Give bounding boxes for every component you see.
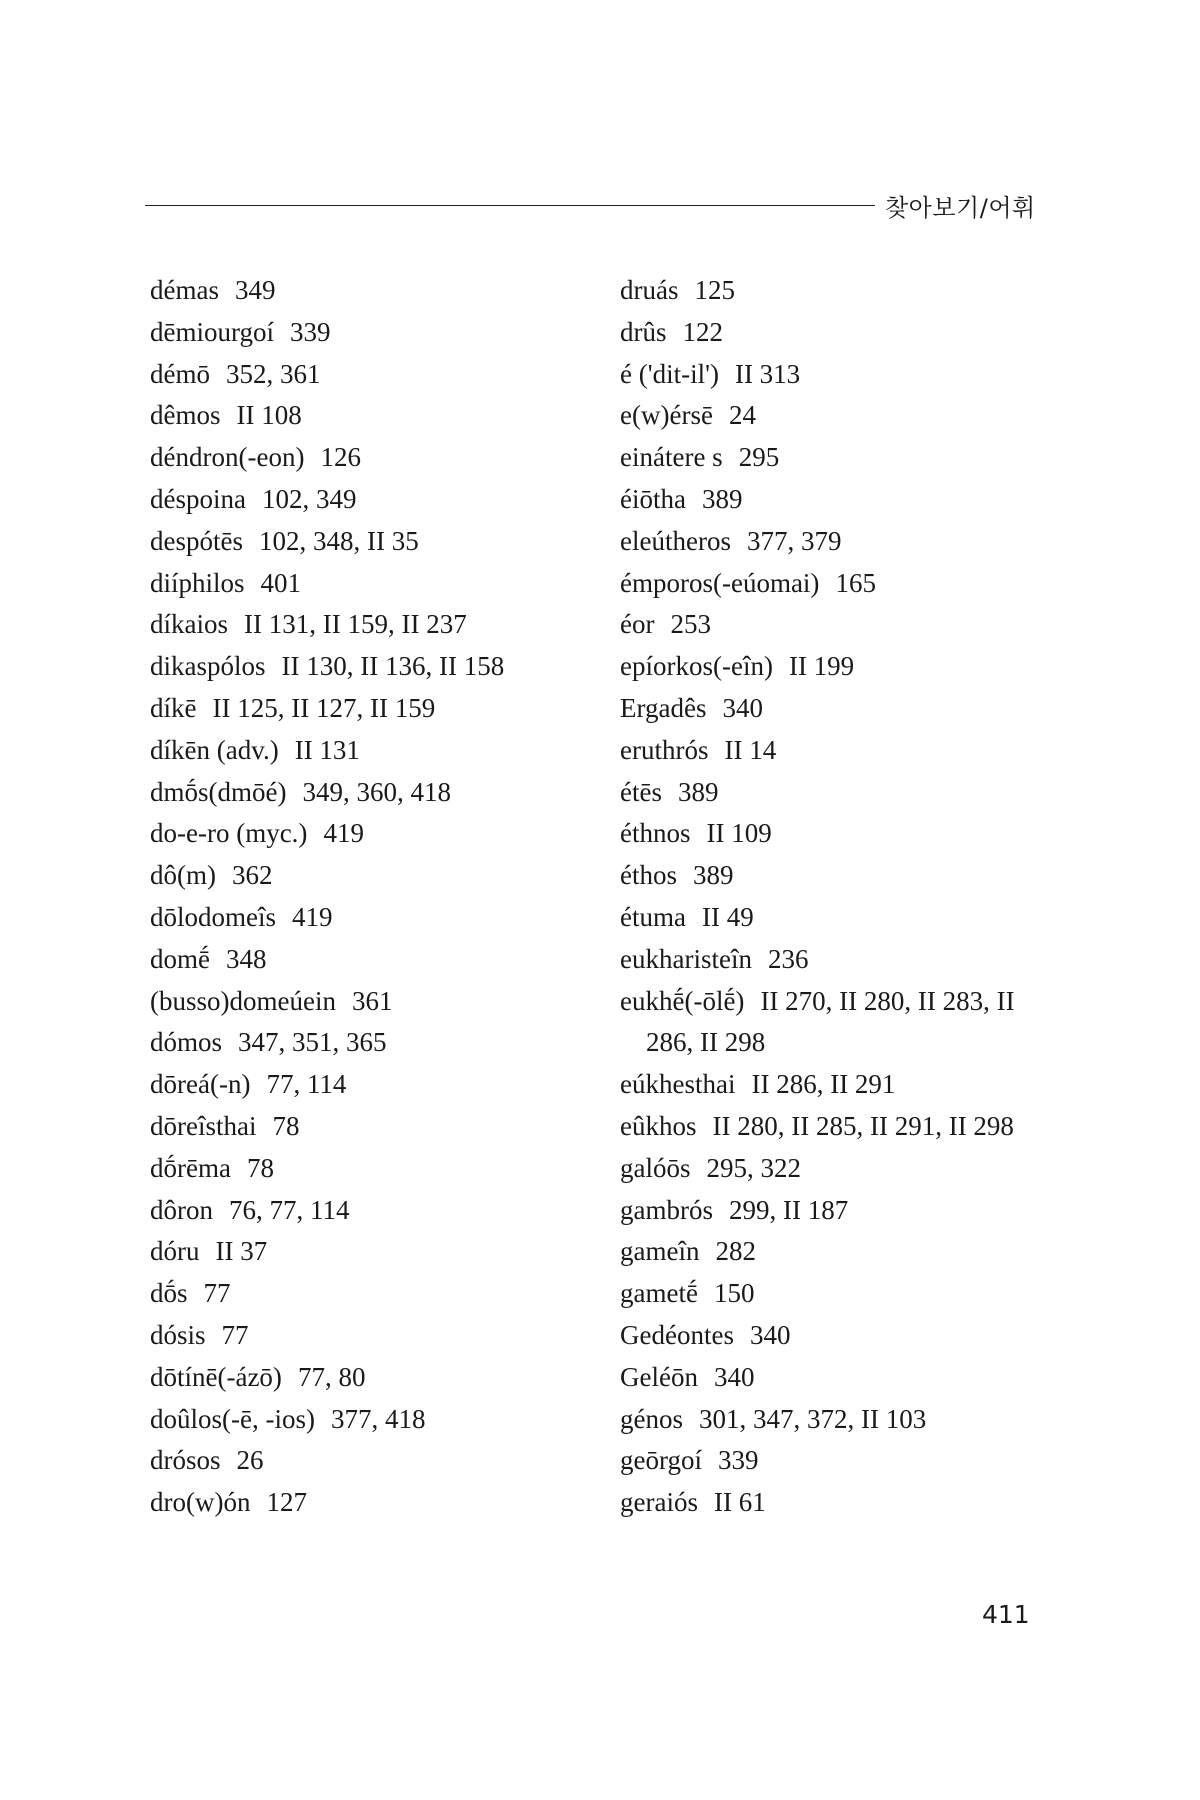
index-term: epíorkos(-eîn) xyxy=(620,651,773,682)
index-page-refs: 377, 418 xyxy=(330,1403,426,1434)
index-term: dōreîsthai xyxy=(150,1110,257,1141)
index-page-refs: 352, 361 xyxy=(226,358,321,389)
index-entry xyxy=(620,395,1060,437)
index-entry xyxy=(620,939,1060,981)
index-term: drósos xyxy=(150,1445,221,1476)
index-entry xyxy=(620,813,1060,855)
index-page-refs: 150 xyxy=(713,1278,755,1309)
index-page-refs: 339 xyxy=(718,1445,759,1476)
index-page-refs: II 108 xyxy=(236,400,302,431)
index-term: dro(w)ón xyxy=(150,1487,251,1518)
index-term: dṓrēma xyxy=(150,1152,231,1183)
index-term: démō xyxy=(150,358,210,389)
index-entry xyxy=(150,772,570,814)
index-term: dōtínē(-ázō) xyxy=(150,1361,282,1392)
index-entry xyxy=(620,1440,1060,1482)
index-page-refs: II 199 xyxy=(788,651,855,682)
index-term: do-e-ro (myc.) xyxy=(150,818,308,849)
index-entry xyxy=(150,730,570,772)
index-term: dêmos xyxy=(150,400,221,431)
index-page-refs: 78 xyxy=(246,1152,274,1183)
index-entry xyxy=(150,312,570,354)
index-page-refs: 340 xyxy=(749,1319,791,1350)
index-entry xyxy=(150,437,570,479)
index-term: gambrós xyxy=(620,1194,713,1225)
index-page-refs: 253 xyxy=(670,609,711,640)
index-entry xyxy=(620,1190,1060,1232)
index-term: dósis xyxy=(150,1319,206,1350)
index-term: éiōtha xyxy=(620,483,686,514)
index-entry xyxy=(150,646,570,688)
index-entry xyxy=(620,772,1060,814)
index-term: dikaspólos xyxy=(150,651,266,682)
index-entry xyxy=(620,1231,1060,1273)
index-page-refs: 282 xyxy=(715,1236,756,1267)
index-entry xyxy=(150,479,570,521)
index-term: dómos xyxy=(150,1027,223,1058)
index-entry xyxy=(620,563,1060,605)
index-entry xyxy=(620,1106,1060,1148)
index-entry xyxy=(150,1148,570,1190)
index-term: Geléōn xyxy=(620,1361,698,1392)
index-page-refs: 236 xyxy=(767,943,809,974)
index-term: e(w)érsē xyxy=(620,400,713,431)
index-page-refs: 295 xyxy=(738,442,780,473)
index-page-refs: 77, 114 xyxy=(266,1069,347,1100)
index-term: dô(m) xyxy=(150,860,216,891)
index-page-refs: 102, 348, II 35 xyxy=(258,525,419,556)
index-term: déspoina xyxy=(150,483,246,514)
index-term: é ('dit-il') xyxy=(620,358,719,389)
index-page-refs: 389 xyxy=(677,776,719,807)
index-page-refs: 361 xyxy=(351,985,393,1016)
index-page-refs: 377, 379 xyxy=(746,525,842,556)
index-entry xyxy=(620,1315,1060,1357)
index-page-refs: 76, 77, 114 xyxy=(229,1194,350,1225)
page-number: 411 xyxy=(982,1600,1030,1629)
index-entry xyxy=(150,1190,570,1232)
index-term: eukharisteîn xyxy=(620,943,752,974)
index-entry xyxy=(150,563,570,605)
index-term: dōreá(-n) xyxy=(150,1069,251,1100)
index-term: domḗ xyxy=(150,943,210,974)
index-entry xyxy=(620,897,1060,939)
index-entry xyxy=(150,1440,570,1482)
index-entry xyxy=(620,312,1060,354)
index-entry xyxy=(150,1106,570,1148)
index-entry xyxy=(150,813,570,855)
index-entry xyxy=(150,1064,570,1106)
index-term: eukhḗ(-ōlḗ) xyxy=(620,985,745,1016)
index-page-refs: 419 xyxy=(323,818,364,849)
index-page-refs: 349 xyxy=(234,275,276,305)
index-entry xyxy=(620,521,1060,563)
index-page-refs: II 280, II 285, II 291, II 298 xyxy=(712,1110,1014,1141)
index-term: éthos xyxy=(620,860,677,891)
index-page-refs: 26 xyxy=(236,1445,264,1476)
index-page-refs: 389 xyxy=(701,483,743,514)
index-term: déndron(-eon) xyxy=(150,442,305,473)
index-entry xyxy=(620,688,1060,730)
index-entry xyxy=(620,730,1060,772)
index-page-refs: 419 xyxy=(292,901,333,932)
index-entry xyxy=(150,1482,570,1524)
index-page-refs: 347, 351, 365 xyxy=(238,1027,387,1058)
index-page-refs: 299, II 187 xyxy=(728,1194,849,1225)
index-page-refs: II 130, II 136, II 158 xyxy=(281,651,505,682)
index-entry xyxy=(150,604,570,646)
index-page-refs: 125 xyxy=(694,275,735,305)
index-entry xyxy=(620,354,1060,396)
index-entry xyxy=(620,1273,1060,1315)
index-page-refs: II 61 xyxy=(713,1487,766,1518)
index-term: dēmiourgoí xyxy=(150,316,274,347)
index-entry xyxy=(150,1315,570,1357)
index-entry xyxy=(150,521,570,563)
index-term: eleútheros xyxy=(620,525,731,556)
index-entry xyxy=(150,1399,570,1441)
index-page-refs: 77, 80 xyxy=(297,1361,366,1392)
index-page-refs: 362 xyxy=(231,860,273,891)
index-term: dōlodomeîs xyxy=(150,901,276,932)
index-entry xyxy=(620,981,1060,1065)
index-entry xyxy=(620,479,1060,521)
index-entry xyxy=(620,1399,1060,1441)
index-term: dôron xyxy=(150,1194,213,1225)
index-term: éthnos xyxy=(620,818,691,849)
index-term: (busso)domeúein xyxy=(150,985,336,1016)
index-term: einátere s xyxy=(620,442,723,473)
index-page-refs: 339 xyxy=(290,316,331,347)
index-term: Gedéontes xyxy=(620,1319,734,1350)
index-term: eûkhos xyxy=(620,1110,697,1141)
index-entry xyxy=(150,897,570,939)
index-entry xyxy=(620,1357,1060,1399)
index-page-refs: II 131, II 159, II 237 xyxy=(244,609,467,640)
index-term: démas xyxy=(150,275,219,305)
index-entry xyxy=(150,1357,570,1399)
index-page-refs: II 14 xyxy=(724,734,777,765)
index-term: dmṓs(dmōé) xyxy=(150,776,287,807)
index-page-refs: 78 xyxy=(272,1110,300,1141)
index-entry xyxy=(150,1022,570,1064)
index-entry xyxy=(150,354,570,396)
index-page-refs: 126 xyxy=(320,442,361,473)
index-page-refs: 389 xyxy=(693,860,734,891)
index-term: eúkhesthai xyxy=(620,1069,736,1100)
index-term: druás xyxy=(620,275,679,305)
index-term: dṓs xyxy=(150,1278,188,1309)
index-term: díkaios xyxy=(150,609,228,640)
index-term: doûlos(-ē, -ios) xyxy=(150,1403,315,1434)
index-page-refs: II 109 xyxy=(706,818,772,849)
index-column-right xyxy=(620,270,1060,1524)
index-entry xyxy=(150,270,570,312)
index-page-refs: 77 xyxy=(221,1319,249,1350)
index-term: gametḗ xyxy=(620,1278,698,1309)
index-term: émporos(-eúomai) xyxy=(620,567,820,598)
index-entry xyxy=(620,437,1060,479)
index-term: génos xyxy=(620,1403,683,1434)
index-entry xyxy=(620,855,1060,897)
index-page-refs: 348 xyxy=(226,943,267,974)
index-page-refs: II 125, II 127, II 159 xyxy=(212,692,436,723)
index-term: étēs xyxy=(620,776,662,807)
index-entry xyxy=(150,855,570,897)
index-page-refs: II 37 xyxy=(215,1236,268,1267)
index-column-left xyxy=(150,270,570,1524)
index-entry xyxy=(620,270,1060,312)
index-entry xyxy=(150,688,570,730)
index-page-refs: 349, 360, 418 xyxy=(302,776,451,807)
index-term: éor xyxy=(620,609,655,640)
index-term: diíphilos xyxy=(150,567,245,598)
index-term: despótēs xyxy=(150,525,243,556)
index-page-refs: 401 xyxy=(260,567,302,598)
index-entry xyxy=(150,1273,570,1315)
index-page-refs: II 270, II 280, II 283, II 286, II 298 xyxy=(646,985,1015,1058)
index-term: Ergadês xyxy=(620,692,707,723)
index-term: dóru xyxy=(150,1236,200,1267)
index-entry xyxy=(620,1482,1060,1524)
running-head: 찾아보기/어휘 xyxy=(885,194,1036,222)
index-term: díkē xyxy=(150,692,197,723)
index-term: geraiós xyxy=(620,1487,698,1518)
index-entry xyxy=(150,939,570,981)
index-page-refs: 24 xyxy=(728,400,756,431)
index-page-refs: 301, 347, 372, II 103 xyxy=(699,1403,927,1434)
index-entry xyxy=(620,1064,1060,1106)
index-page-refs: II 286, II 291 xyxy=(751,1069,896,1100)
index-entry xyxy=(150,981,570,1023)
index-page-refs: 102, 349 xyxy=(261,483,357,514)
index-page-refs: II 313 xyxy=(734,358,801,389)
index-entry xyxy=(620,646,1060,688)
index-page-refs: 127 xyxy=(266,1487,307,1518)
index-page-refs: II 49 xyxy=(701,901,754,932)
index-term: étuma xyxy=(620,901,686,932)
index-page-refs: 295, 322 xyxy=(706,1152,801,1183)
index-term: galóōs xyxy=(620,1152,691,1183)
index-page-refs: 122 xyxy=(682,316,723,347)
index-entry xyxy=(150,1231,570,1273)
index-entry xyxy=(150,395,570,437)
index-page-refs: 77 xyxy=(203,1278,231,1309)
index-entry xyxy=(620,1148,1060,1190)
index-term: drûs xyxy=(620,316,667,347)
index-page-refs: 165 xyxy=(835,567,876,598)
index-page-refs: II 131 xyxy=(294,734,360,765)
index-term: geōrgoí xyxy=(620,1445,702,1476)
index-term: gameîn xyxy=(620,1236,700,1267)
index-page-refs: 340 xyxy=(722,692,763,723)
header-rule xyxy=(145,205,875,206)
index-term: eruthrós xyxy=(620,734,709,765)
index-entry xyxy=(620,604,1060,646)
index-page-refs: 340 xyxy=(713,1361,755,1392)
index-term: díkēn (adv.) xyxy=(150,734,279,765)
